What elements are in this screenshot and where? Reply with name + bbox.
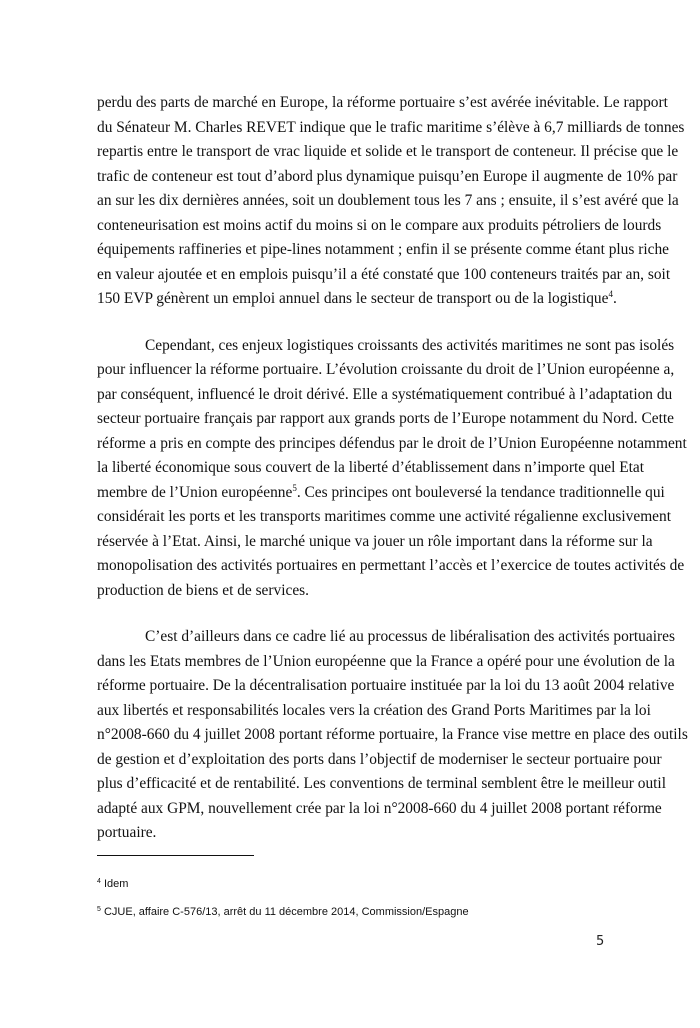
paragraph: [97, 91, 685, 312]
text-line: [97, 214, 662, 239]
text-line: [97, 821, 603, 846]
text-line: [97, 772, 666, 797]
footnote-number: 5: [97, 906, 101, 913]
text-line: [97, 140, 679, 165]
line-text: par conséquent, influencé le droit dérivé. Elle a systématiquement contribué à l’adaptation du: [97, 385, 673, 403]
footnote-separator: [97, 855, 254, 856]
text-line: [97, 674, 675, 699]
line-text: production de biens et de services.: [97, 581, 309, 599]
line-text: Cependant, ces enjeux logistiques croissants des activités maritimes ne sont pas isolés: [145, 336, 675, 354]
text-line: [97, 287, 617, 312]
line-text: 150 EVP génèrent un emploi annuel dans le secteur de transport ou de la logistique: [97, 290, 609, 307]
text-line: [97, 554, 685, 579]
footnote-number: 4: [97, 878, 101, 885]
text-line: [97, 650, 675, 675]
line-text: secteur portuaire français par rapport aux grands ports de l’Europe notamment du Nord. Cette: [97, 410, 674, 427]
line-text: équipements raffineries et pipe-lines notamment ; enfin il se présente comme étant plus riche: [97, 241, 669, 258]
footnote: [97, 874, 469, 902]
line-text-after: .: [612, 290, 617, 307]
footnote-reference[interactable]: 4: [608, 289, 613, 299]
line-text: du Sénateur M. Charles REVET indique que le trafic maritime s’élève à 6,7 milliards de tonnes: [97, 118, 685, 136]
text-line: [97, 407, 674, 432]
line-text: pour influencer la réforme portuaire. L’évolution croissante du droit de l’Union européenne a,: [97, 361, 675, 378]
text-line: [97, 116, 685, 141]
text-line: [97, 625, 675, 650]
text-line: [97, 481, 665, 506]
text-line: [97, 334, 675, 359]
footnote: [97, 902, 469, 930]
line-text: considérait les ports et les transports maritimes comme une activité régalienne exclusivement: [97, 508, 671, 525]
text-line: [97, 263, 671, 288]
line-text: repartis entre le transport de vrac liquide et solide et le transport de conteneur. Il précise que le: [97, 143, 679, 160]
line-text: aux libertés et responsabilités locales vers la création des Grand Ports Maritimes par la loi: [97, 701, 651, 719]
text-line: [97, 456, 645, 481]
line-text: la liberté économique sous couvert de la liberté d’établissement dans n’importe quel Etat: [97, 459, 645, 476]
line-text: dans les Etats membres de l’Union européenne que la France a opéré pour une évolution de la: [97, 652, 675, 670]
footnotes: [97, 874, 469, 930]
line-text: réforme a pris en compte des principes défendus par le droit de l’Union Européenne notamment: [97, 434, 687, 452]
text-line: [97, 358, 675, 383]
body-text: [97, 91, 688, 868]
text-line: [97, 530, 653, 555]
text-line: [97, 165, 678, 190]
text-line: [97, 189, 679, 214]
line-text: de gestion et d’exploitation des ports dans l’objectif de moderniser le secteur portuaire pour: [97, 750, 662, 768]
page-number: 5: [596, 934, 605, 949]
line-text: trafic de conteneur est tout d’abord plus dynamique puisqu’en Europe il augmente de 10% par: [97, 167, 678, 185]
text-line: [97, 748, 662, 773]
line-text: adapté aux GPM, nouvellement crée par la loi n°2008-660 du 4 juillet 2008 portant réforme: [97, 799, 662, 817]
line-text-after: . Ces principes ont bouleversé la tendance traditionnelle qui: [296, 483, 665, 501]
footnote-text: Idem: [103, 878, 129, 890]
line-text: monopolisation des activités portuaires en permettant l’accès et l’exercice de toutes activités de: [97, 557, 685, 574]
line-text: réservée à l’Etat. Ainsi, le marché unique va jouer un rôle important dans la réforme sur la: [97, 532, 653, 550]
paragraph: [97, 334, 687, 604]
text-line: [97, 699, 651, 724]
line-text: portuaire.: [97, 824, 157, 841]
footnote-reference[interactable]: 5: [292, 482, 297, 493]
line-text: perdu des parts de marché en Europe, la réforme portuaire s’est avérée inévitable. Le rapport: [97, 94, 668, 111]
text-line: [97, 432, 687, 457]
line-text: conteneurisation est moins actif du moins si on le compare aux produits pétroliers de lourds: [97, 216, 662, 234]
line-text: plus d’efficacité et de rentabilité. Les conventions de terminal semblent être le meilleur outil: [97, 775, 666, 792]
text-line: [97, 238, 669, 263]
line-text: C’est d’ailleurs dans ce cadre lié au processus de libéralisation des activités portuaires: [145, 628, 675, 645]
text-line: [97, 579, 603, 604]
paragraph: [97, 625, 688, 846]
line-text: en valeur ajoutée et en emplois puisqu’il a été constaté que 100 conteneurs traités par an, soit: [97, 265, 671, 283]
text-line: [97, 797, 662, 822]
line-text: réforme portuaire. De la décentralisation portuaire instituée par la loi du 13 août 2004 relative: [97, 677, 675, 694]
line-text: membre de l’Union européenne: [97, 483, 293, 501]
footnote-text: CJUE, affaire C-576/13, arrêt du 11 décembre 2014, Commission/Espagne: [103, 906, 469, 918]
line-text: n°2008-660 du 4 juillet 2008 portant réforme portuaire, la France vise mettre en place des outils: [97, 726, 688, 743]
text-line: [97, 91, 668, 116]
text-line: [97, 505, 671, 530]
text-line: [97, 723, 688, 748]
line-text: an sur les dix dernières années, soit un doublement tous les 7 ans ; ensuite, il s’est avéré que la: [97, 192, 679, 209]
text-line: [97, 383, 673, 408]
